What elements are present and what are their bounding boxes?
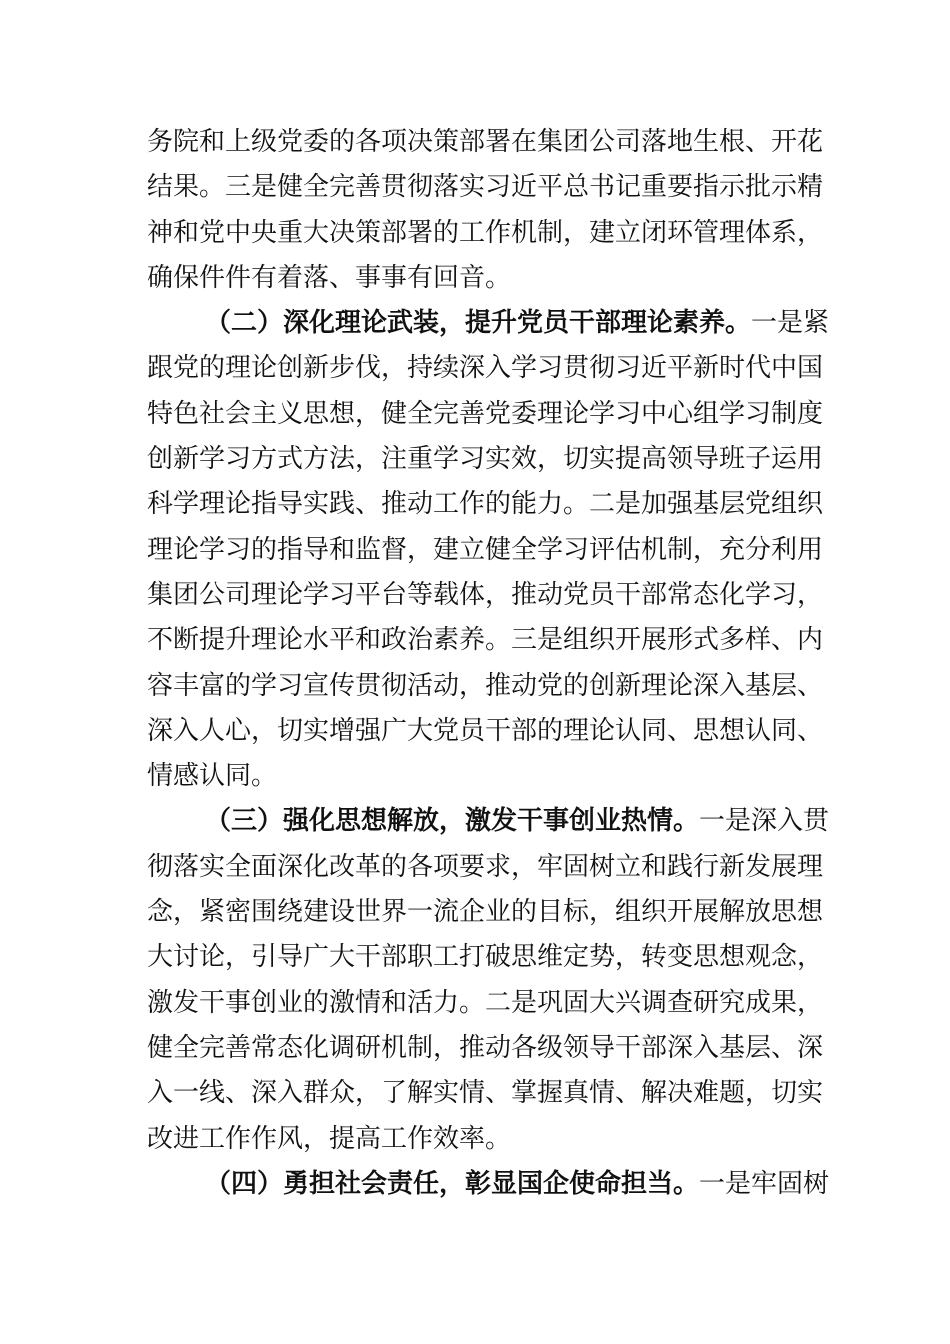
line-text: 特色社会主义思想，健全完善党委理论学习中心组学习制度 [147, 398, 824, 429]
text-line [147, 799, 830, 844]
line-text: 神和党中央重大决策部署的工作机制，建立闭环管理体系， [147, 217, 824, 248]
line-text: 改进工作作风，提高工作效率。 [147, 1123, 512, 1154]
line-text: 科学理论指导实践、推动工作的能力。二是加强基层党组织 [147, 489, 824, 520]
line-text: 务院和上级党委的各项决策部署在集团公司落地生根、开花 [147, 127, 824, 157]
text-line [147, 618, 824, 663]
line-text: 容丰富的学习宣传贯彻活动，推动党的创新理论深入基层、 [147, 670, 824, 701]
line-text: 深入人心，切实增强广大党员干部的理论认同、思想认同、 [147, 715, 824, 746]
line-text: 集团公司理论学习平台等载体，推动党员干部常态化学习， [147, 579, 824, 610]
line-text: 大讨论，引导广大干部职工打破思维定势，转变思想观念， [147, 942, 824, 973]
body-text [147, 120, 830, 1207]
text-line [147, 482, 824, 527]
text-line [147, 165, 824, 210]
text-line [147, 573, 824, 618]
text-line [147, 664, 824, 709]
line-text: 不断提升理论水平和政治素养。三是组织开展形式多样、内 [147, 625, 824, 656]
line-text: 确保件件有着落、事事有回音。 [147, 262, 512, 293]
text-line [147, 935, 824, 980]
section-heading: （二）深化理论武装，提升党员干部理论素养。 [205, 308, 752, 339]
line-text: 彻落实全面深化改革的各项要求，牢固树立和践行新发展理 [147, 851, 824, 882]
line-text: 入一线、深入群众，了解实情、掌握真情、解决难题，切实 [147, 1078, 824, 1109]
line-text: 跟党的理论创新步伐，持续深入学习贯彻习近平新时代中国 [147, 353, 824, 384]
line-text: 一是深入贯 [699, 806, 830, 837]
text-line [147, 1071, 824, 1116]
line-text: 一是紧 [751, 308, 830, 339]
line-text: 创新学习方式方法，注重学习实效，切实提高领导班子运用 [147, 444, 824, 475]
line-text: 念，紧密围绕建设世界一流企业的目标，组织开展解放思想 [147, 897, 824, 928]
text-line [147, 346, 824, 391]
section-heading: （三）强化思想解放，激发干事创业热情。 [205, 806, 700, 837]
text-line [147, 211, 824, 256]
line-text: 激发干事创业的激情和活力。二是巩固大兴调查研究成果， [147, 987, 824, 1018]
text-line [147, 437, 824, 482]
text-line [147, 754, 807, 799]
text-line [147, 1162, 830, 1207]
line-text: 一是牢固树 [699, 1168, 830, 1199]
line-text: 情感认同。 [147, 761, 278, 792]
text-line [147, 1117, 807, 1162]
text-line [147, 890, 824, 935]
text-line [147, 120, 824, 165]
text-line [147, 528, 824, 573]
text-line [147, 301, 830, 346]
line-text: 结果。三是健全完善贯彻落实习近平总书记重要指示批示精 [147, 172, 824, 203]
text-line [147, 845, 824, 890]
line-text: 健全完善常态化调研机制，推动各级领导干部深入基层、深 [147, 1032, 824, 1063]
text-line [147, 392, 824, 437]
text-line [147, 709, 824, 754]
line-text: 理论学习的指导和监督，建立健全学习评估机制，充分利用 [147, 534, 824, 565]
text-line [147, 256, 807, 301]
text-line [147, 981, 824, 1026]
section-heading: （四）勇担社会责任，彰显国企使命担当。 [205, 1168, 700, 1199]
text-line [147, 1026, 824, 1071]
